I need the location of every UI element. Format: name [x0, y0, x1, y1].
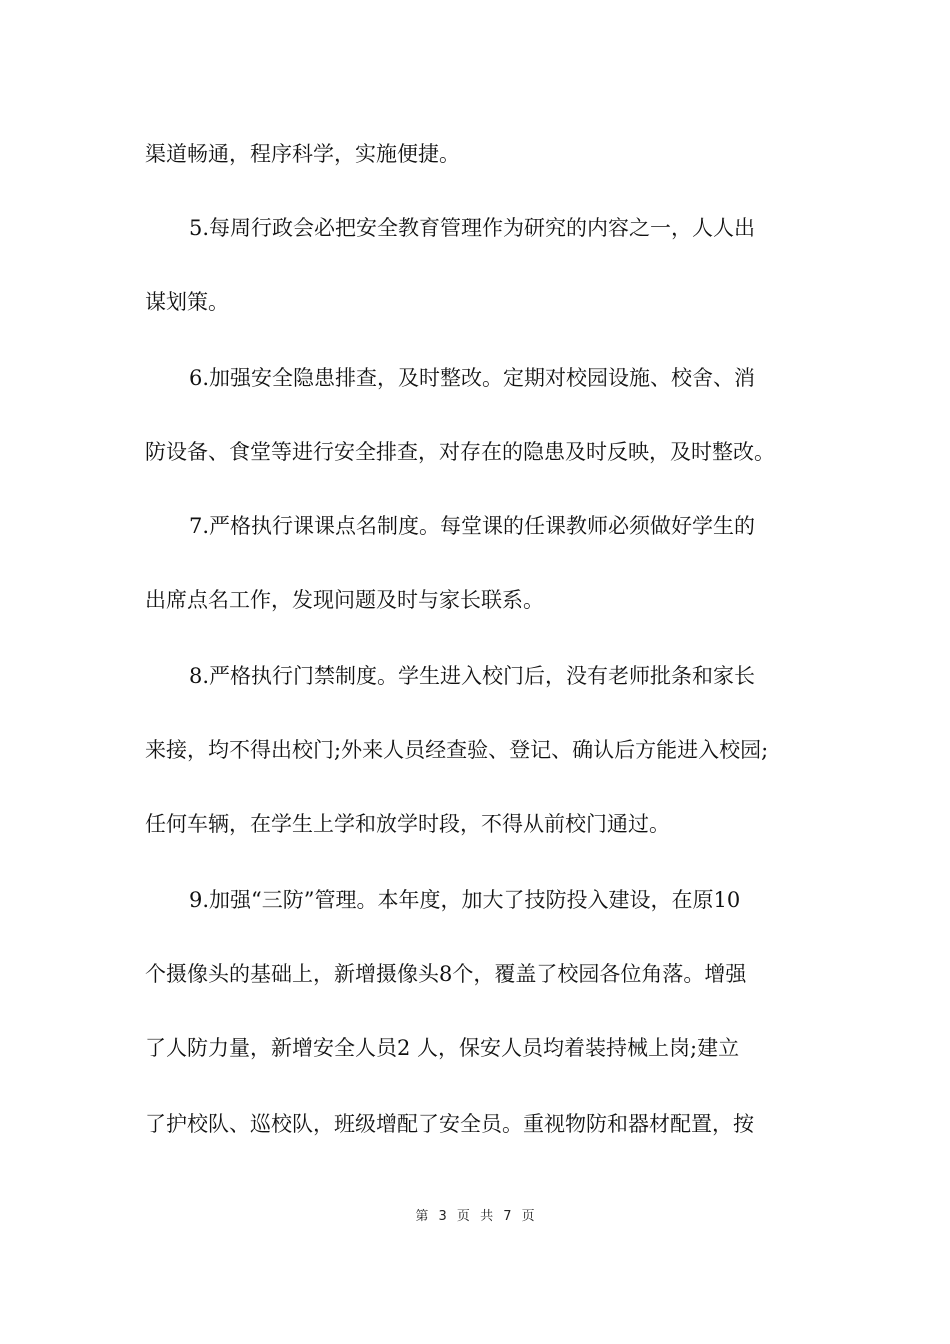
- text-line: 个摄像头的基础上，新增摄像头8个，覆盖了校园各位角落。增强: [145, 962, 747, 986]
- text-line: 6.加强安全隐患排查，及时整改。定期对校园设施、校舍、消: [189, 366, 756, 390]
- text-line: 7.严格执行课课点名制度。每堂课的任课教师必须做好学生的: [189, 514, 756, 538]
- text-line: 了人防力量，新增安全人员2 人，保安人员均着装持械上岗;建立: [145, 1036, 740, 1060]
- text-line: 谋划策。: [145, 290, 229, 314]
- text-line: 任何车辆，在学生上学和放学时段，不得从前校门通过。: [145, 812, 670, 836]
- footer-prefix: 第: [415, 1209, 429, 1224]
- footer-total-pages: 7: [503, 1209, 512, 1224]
- text-line: 9.加强“三防”管理。本年度，加大了技防投入建设，在原10: [189, 888, 741, 912]
- footer-total-prefix: 共: [480, 1209, 494, 1224]
- page-footer: [0, 1208, 950, 1226]
- text-line: 来接，均不得出校门;外来人员经查验、登记、确认后方能进入校园;: [145, 738, 769, 762]
- text-line: 5.每周行政会必把安全教育管理作为研究的内容之一，人人出: [189, 216, 756, 240]
- text-line: 防设备、食堂等进行安全排查，对存在的隐患及时反映，及时整改。: [145, 440, 775, 464]
- footer-page-unit: 页: [456, 1209, 470, 1224]
- text-line: 渠道畅通，程序科学，实施便捷。: [145, 142, 460, 166]
- footer-total-unit: 页: [521, 1209, 535, 1224]
- text-line: 出席点名工作，发现问题及时与家长联系。: [145, 588, 544, 612]
- footer-current-page: 3: [438, 1209, 447, 1224]
- text-line: 了护校队、巡校队，班级增配了安全员。重视物防和器材配置，按: [145, 1112, 754, 1136]
- text-line: 8.严格执行门禁制度。学生进入校门后，没有老师批条和家长: [189, 664, 756, 688]
